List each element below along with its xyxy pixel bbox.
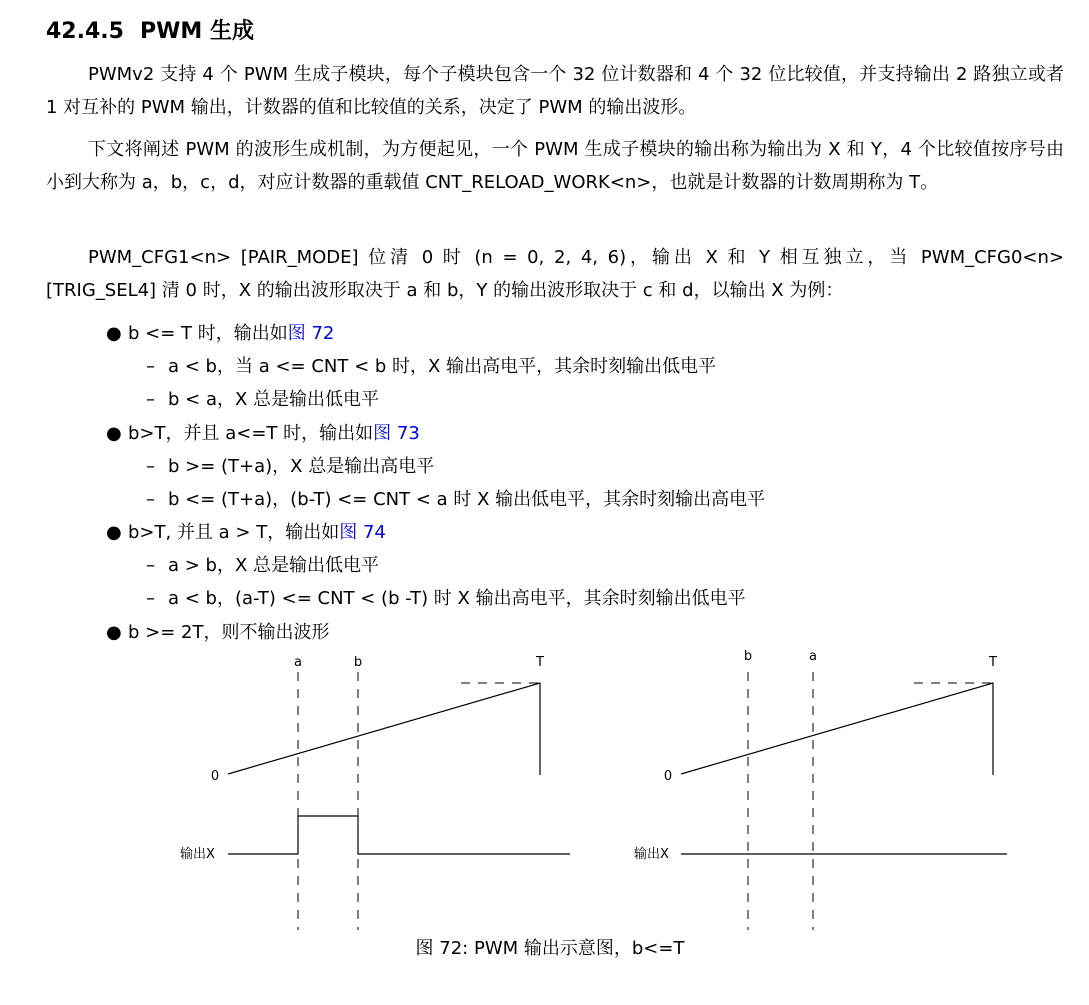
left-label-a: a: [294, 655, 302, 670]
left-label-zero: 0: [210, 769, 220, 784]
left-label-b: b: [353, 655, 363, 670]
right-label-T: T: [989, 655, 997, 670]
sub-item-text: b < a，X 总是输出低电平: [168, 389, 380, 410]
dash-icon: –: [146, 389, 155, 410]
dash-icon: –: [146, 555, 155, 576]
paragraph-2: 下文将阐述 PWM 的波形生成机制，为方便起见，一个 PWM 生成子模块的输出称为输出为 X 和 Y，4 个比较值按序号由小到大称为 a，b，c，d，对应计数器的重载值 CNT_RELOAD_WORK<n>，也就是计数器的计数周期称为 T。: [46, 139, 1064, 193]
paragraph-1: PWMv2 支持 4 个 PWM 生成子模块，每个子模块包含一个 32 位计数器和 4 个 32 位比较值，并支持输出 2 路独立或者 1 对互补的 PWM 输出，计数器的值和比较值的关系，决定了 PWM 的输出波形。: [46, 64, 1064, 118]
dash-icon: –: [146, 456, 155, 477]
right-diagram: [634, 649, 1007, 930]
figure-link-74[interactable]: 图 74: [339, 522, 386, 543]
sub-item-text: a < b，(a-T) <= CNT < (b -T) 时 X 输出高电平，其余时刻输出低电平: [168, 588, 746, 609]
sub-item-text: a < b，当 a <= CNT < b 时，X 输出高电平，其余时刻输出低电平: [168, 356, 717, 377]
bullet-icon: ●: [106, 622, 122, 643]
left-diagram: [180, 655, 570, 930]
dash-icon: –: [146, 588, 155, 609]
sub-item-text: a > b，X 总是输出低电平: [168, 555, 380, 576]
left-output-waveform: [228, 816, 570, 854]
bullet-text: b>T, 并且 a > T，输出如: [128, 522, 340, 543]
figure-caption: 图 72: PWM 输出示意图，b<=T: [415, 938, 685, 959]
figure-link-73[interactable]: 图 73: [373, 423, 420, 444]
dash-icon: –: [146, 489, 155, 510]
section-title: PWM 生成: [140, 19, 254, 44]
bullet-text: b <= T 时，输出如: [128, 323, 288, 344]
bullet-text: b >= 2T，则不输出波形: [128, 622, 330, 643]
left-counter-ramp: [228, 683, 540, 775]
right-label-zero: 0: [663, 769, 673, 784]
section-number: 42.4.5: [46, 19, 124, 44]
bullet-text: b>T，并且 a<=T 时，输出如: [128, 423, 374, 444]
right-label-a: a: [809, 649, 817, 664]
left-output-label: 输出X: [180, 847, 215, 862]
sub-item-text: b >= (T+a)，X 总是输出高电平: [168, 456, 435, 477]
dash-icon: –: [146, 356, 155, 377]
bullet-icon: ●: [106, 423, 122, 444]
figure-link-72[interactable]: 图 72: [287, 323, 335, 344]
paragraph-3: PWM_CFG1<n> [PAIR_MODE] 位清 0 时 (n = 0, 2, 4, 6)，输出 X 和 Y 相互独立，当 PWM_CFG0<n> [TRIG_SEL4] 清 0 时，X 的输出波形取决于 a 和 b，Y 的输出波形取决于 c 和 d，以输出 X 为例：: [46, 247, 1064, 301]
bullet-icon: ●: [106, 323, 122, 344]
left-label-T: T: [536, 655, 544, 670]
right-label-b: b: [743, 649, 753, 664]
right-output-label: 输出X: [634, 847, 669, 862]
bullet-icon: ●: [106, 522, 122, 543]
sub-item-text: b <= (T+a)，(b-T) <= CNT < a 时 X 输出低电平，其余时刻输出高电平: [168, 489, 766, 510]
right-counter-ramp: [681, 683, 993, 775]
